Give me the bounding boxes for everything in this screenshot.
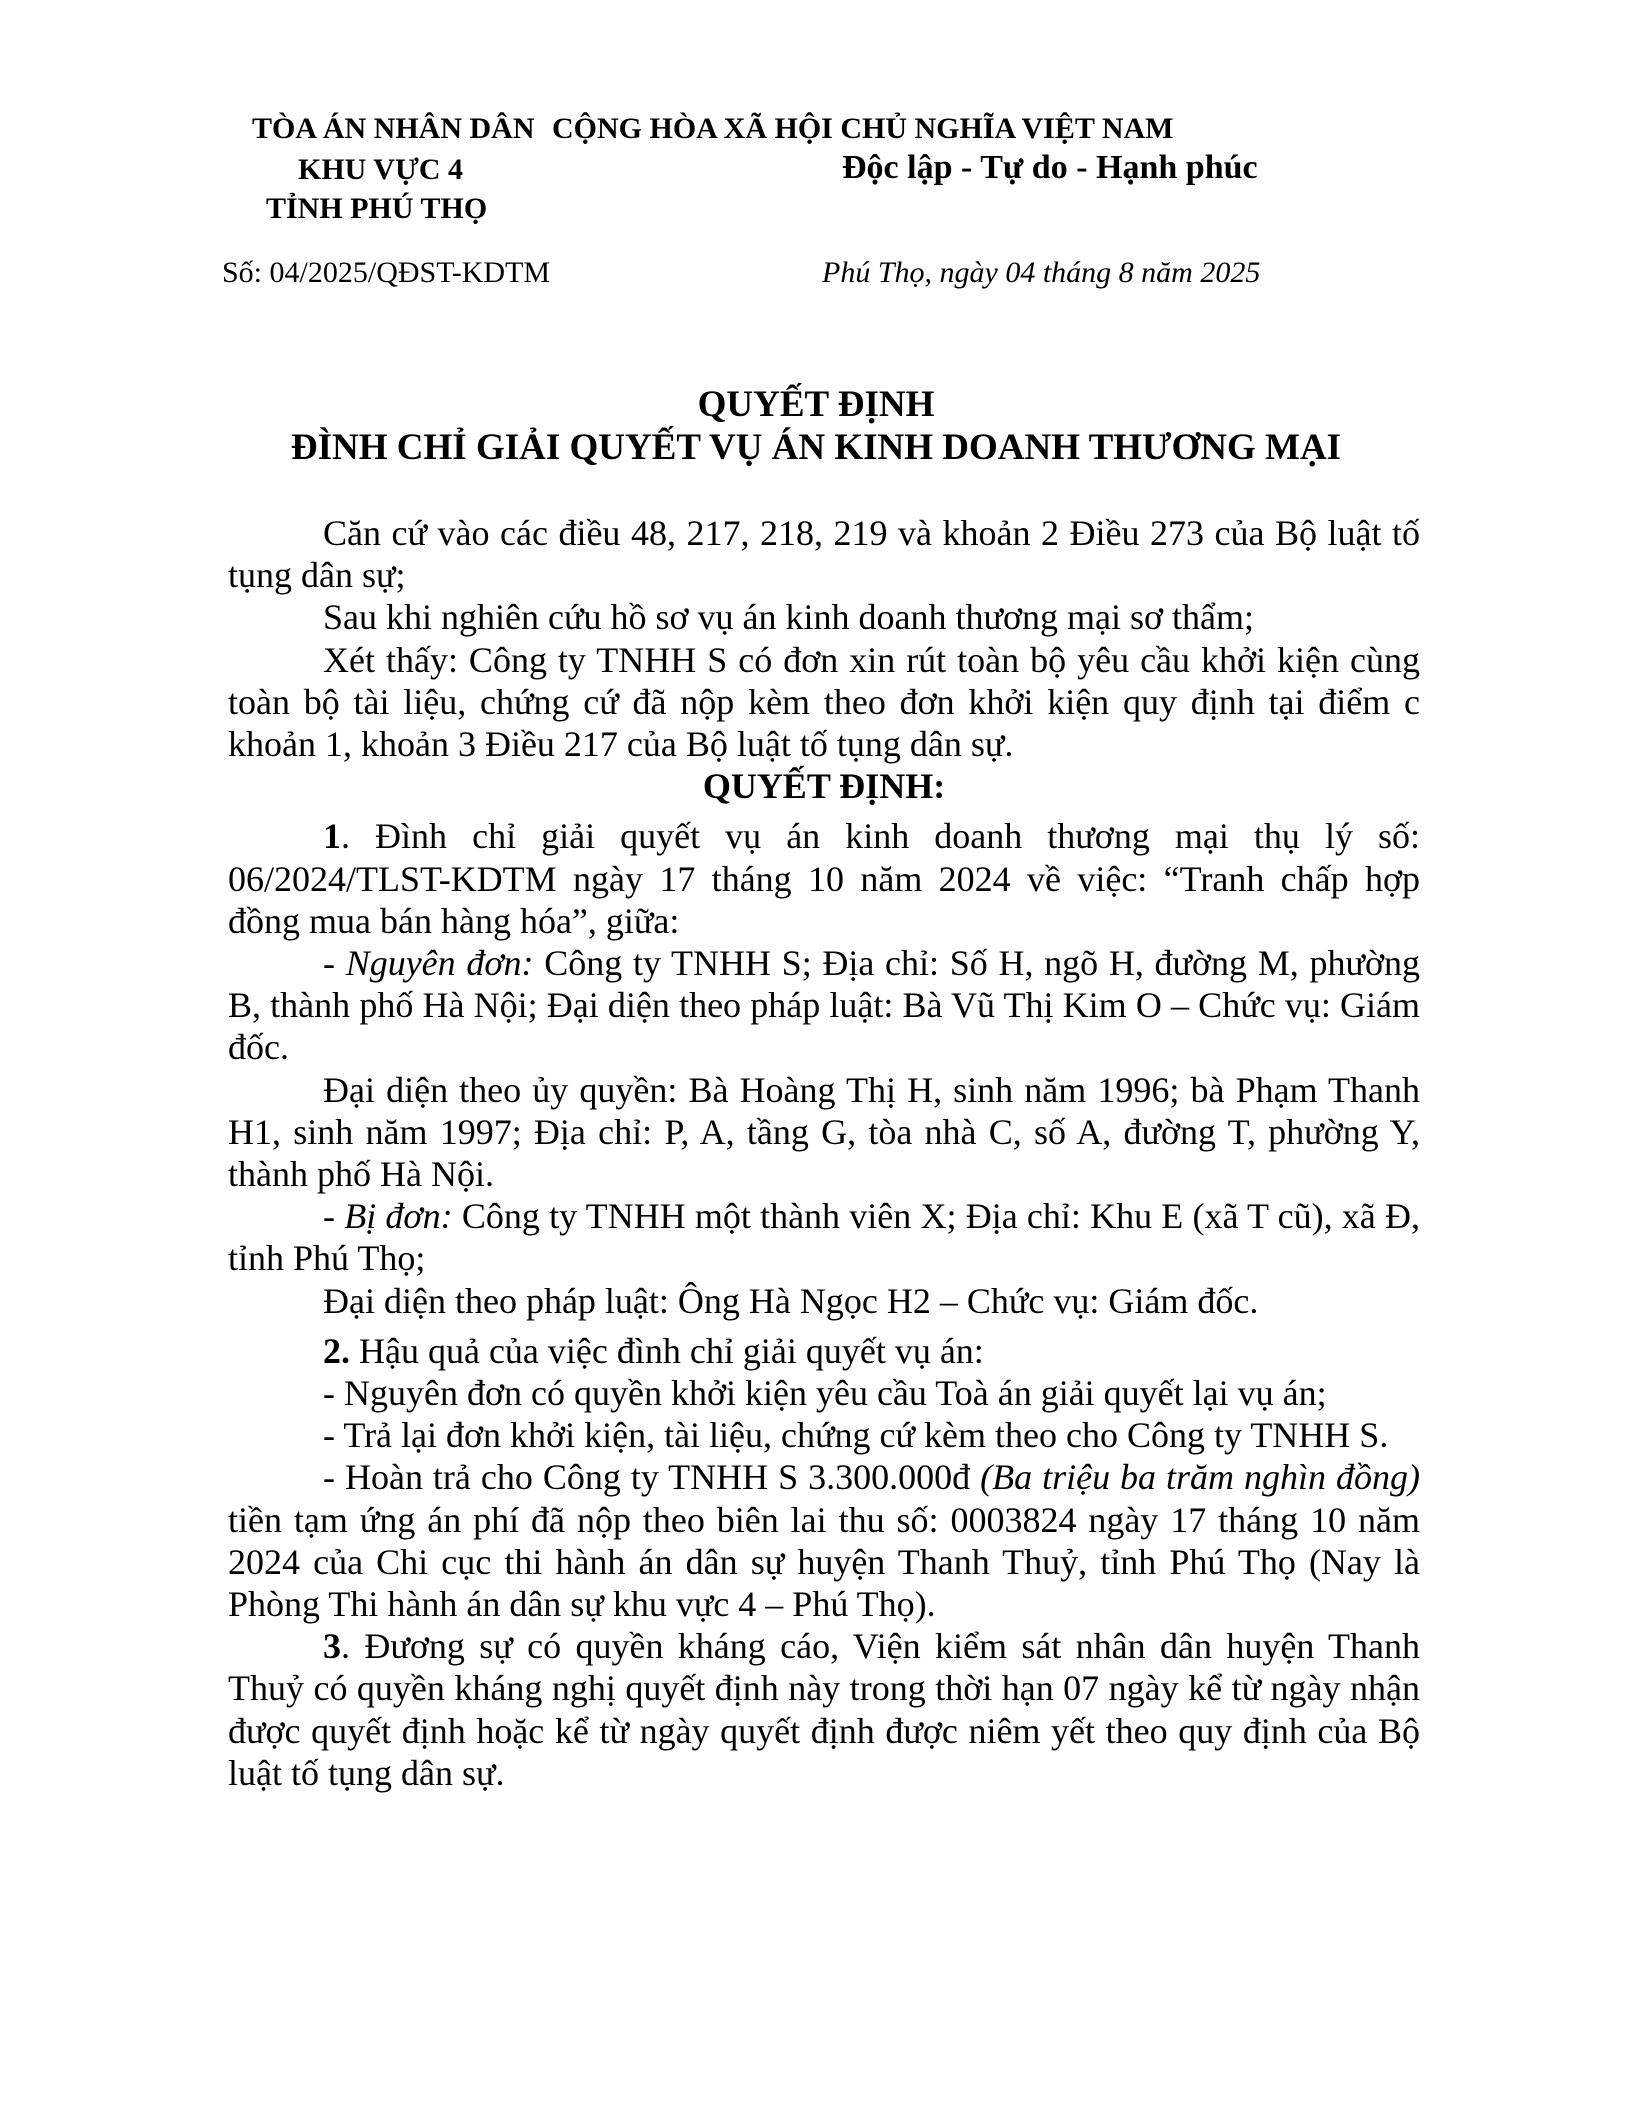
national-title: CỘNG HÒA XÃ HỘI CHỦ NGHĨA VIỆT NAM [552,112,1174,145]
document-number: Số: 04/2025/QĐST-KDTM [222,256,551,289]
court-province: TỈNH PHÚ THỌ [266,192,488,225]
authorized-representative: Đại diện theo ủy quyền: Bà Hoàng Thị H, sinh năm 1996; bà Phạm Thanh H1, sinh năm 1997; Địa chỉ: P, A, tầng G, tòa nhà C, số A, đường T, phường Y, thành phố Hà Nội. [228,1069,1420,1195]
section-1-intro: 1. Đình chỉ giải quyết vụ án kinh doanh thương mại thụ lý số: 06/2024/TLST-KDTM ngày 17 tháng 10 năm 2024 về việc: “Tranh chấp hợp đồng mua bán hàng hóa”, giữa: [228,816,1420,941]
plaintiff-paragraph: - Nguyên đơn: Công ty TNHH S; Địa chỉ: Số H, ngõ H, đường M, phường B, thành phố Hà Nội; Đại diện theo pháp luật: Bà Vũ Thị Kim O – Chức vụ: Giám đốc. [228,943,1420,1068]
preamble-review: Sau khi nghiên cứu hồ sơ vụ án kinh doanh thương mại sơ thẩm; [323,597,1255,638]
document-title: QUYẾT ĐỊNH [697,384,935,425]
national-motto: Độc lập - Tự do - Hạnh phúc [842,149,1258,186]
defendant-legal-representative: Đại diện theo pháp luật: Ông Hà Ngọc H2 – Chức vụ: Giám đốc. [323,1280,1259,1321]
decision-heading: QUYẾT ĐỊNH: [702,766,946,807]
section-2-number: 2. [323,1330,350,1371]
plaintiff-label: Nguyên đơn: [345,943,534,984]
consequence-item-1: - Nguyên đơn có quyền khởi kiện yêu cầu Toà án giải quyết lại vụ án; [323,1373,1327,1414]
consequence-item-2: - Trả lại đơn khởi kiện, tài liệu, chứng cứ kèm theo cho Công ty TNHH S. [323,1415,1389,1456]
place-date: Phú Thọ, ngày 04 tháng 8 năm 2025 [822,256,1261,289]
court-region: KHU VỰC 4 [298,153,463,186]
consequence-item-3: - Hoàn trả cho Công ty TNHH S 3.300.000đ (Ba triệu ba trăm nghìn đồng) tiền tạm ứng án phí đã nộp theo biên lai thu số: 0003824 ngày 17 tháng 10 năm 2024 của Chi cục thi hành án dân sự huyện Thanh Thuỷ, tỉnh Phú Thọ (Nay là Phòng Thi hành án dân sự khu vực 4 – Phú Thọ). [228,1457,1421,1625]
preamble-legal-basis: Căn cứ vào các điều 48, 217, 218, 219 và khoản 2 Điều 273 của Bộ luật tố tụng dân sự; [228,513,1420,596]
section-3-paragraph: 3. Đương sự có quyền kháng cáo, Viện kiểm sát nhân dân huyện Thanh Thuỷ có quyền kháng nghị quyết định này trong thời hạn 07 ngày kể từ ngày nhận được quyết định hoặc kể từ ngày quyết định được niêm yết theo quy định của Bộ luật tố tụng dân sự. [228,1626,1420,1793]
defendant-label: Bị đơn: [344,1196,453,1237]
defendant-paragraph: - Bị đơn: Công ty TNHH một thành viên X; Địa chỉ: Khu E (xã T cũ), xã Đ, tỉnh Phú Thọ; [228,1196,1420,1279]
document-body [228,512,1420,1794]
document-subtitle: ĐÌNH CHỈ GIẢI QUYẾT VỤ ÁN KINH DOANH THƯƠNG MẠI [290,427,1342,468]
section-3-number: 3 [323,1626,341,1667]
section-2-title: 2. Hậu quả của việc đình chỉ giải quyết vụ án: [323,1330,984,1371]
preamble-finding: Xét thấy: Công ty TNHH S có đơn xin rút toàn bộ yêu cầu khởi kiện cùng toàn bộ tài liệu, chứng cứ đã nộp kèm theo đơn khởi kiện quy định tại điểm c khoản 1, khoản 3 Điều 217 của Bộ luật tố tụng dân sự. [228,639,1420,765]
court-name: TÒA ÁN NHÂN DÂN [252,112,535,145]
section-1-number: 1 [323,816,341,857]
